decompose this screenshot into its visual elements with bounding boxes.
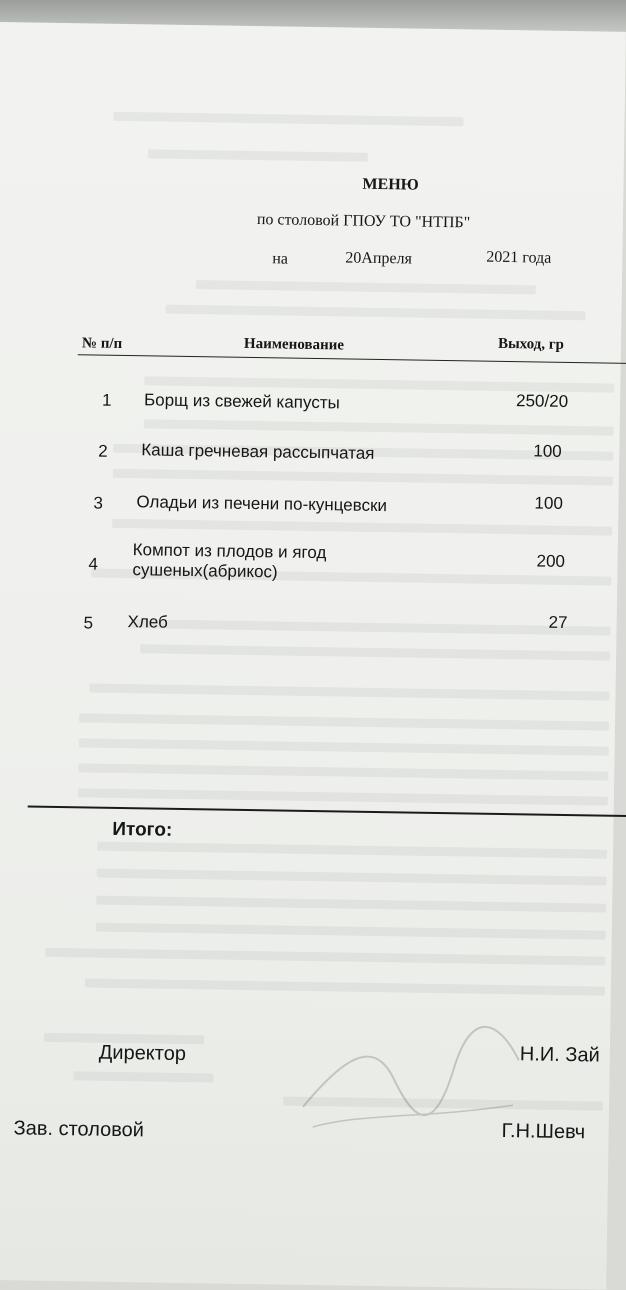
row-4-output: 200 [536,551,566,571]
row-5-output: 27 [548,612,568,632]
row-2-output: 100 [533,441,562,461]
signature-role-director: Директор [98,1041,187,1066]
row-1-name: Борщ из свежей капусты [143,390,340,413]
header-number: № п/п [81,335,123,352]
row-4-number: 4 [88,554,99,574]
row-5-number: 5 [83,613,94,633]
row-4-name: Компот из плодов и ягод сушеных(абрикос) [132,540,327,582]
row-2-number: 2 [98,441,108,461]
signature-scribble [282,1017,534,1161]
header-name: Наименование [243,335,345,354]
document-page [0,22,626,1290]
row-3-number: 3 [93,493,104,513]
date-year: 2021 года [486,248,552,267]
page-title: МЕНЮ [362,175,419,194]
row-3-name: Оладьи из печени по-кунцевски [136,492,388,516]
row-5-name: Хлеб [127,612,169,632]
header-output: Выход, гр [497,335,565,353]
date-day-month: 20Апреля [345,249,413,268]
page-subtitle: по столовой ГПОУ ТО "НТПБ" [256,211,471,232]
total-label: Итого: [112,818,173,841]
signature-role-canteen-head: Зав. столовой [13,1117,145,1142]
row-3-output: 100 [534,493,564,513]
signature-name-canteen-head: Г.Н.Шевч [501,1120,586,1144]
row-1-number: 1 [101,390,112,410]
signature-name-director: Н.И. Зай [519,1043,600,1067]
row-1-output: 250/20 [515,391,569,411]
row-2-name: Каша гречневая рассыпчатая [141,440,375,463]
date-prefix: на [272,250,289,268]
